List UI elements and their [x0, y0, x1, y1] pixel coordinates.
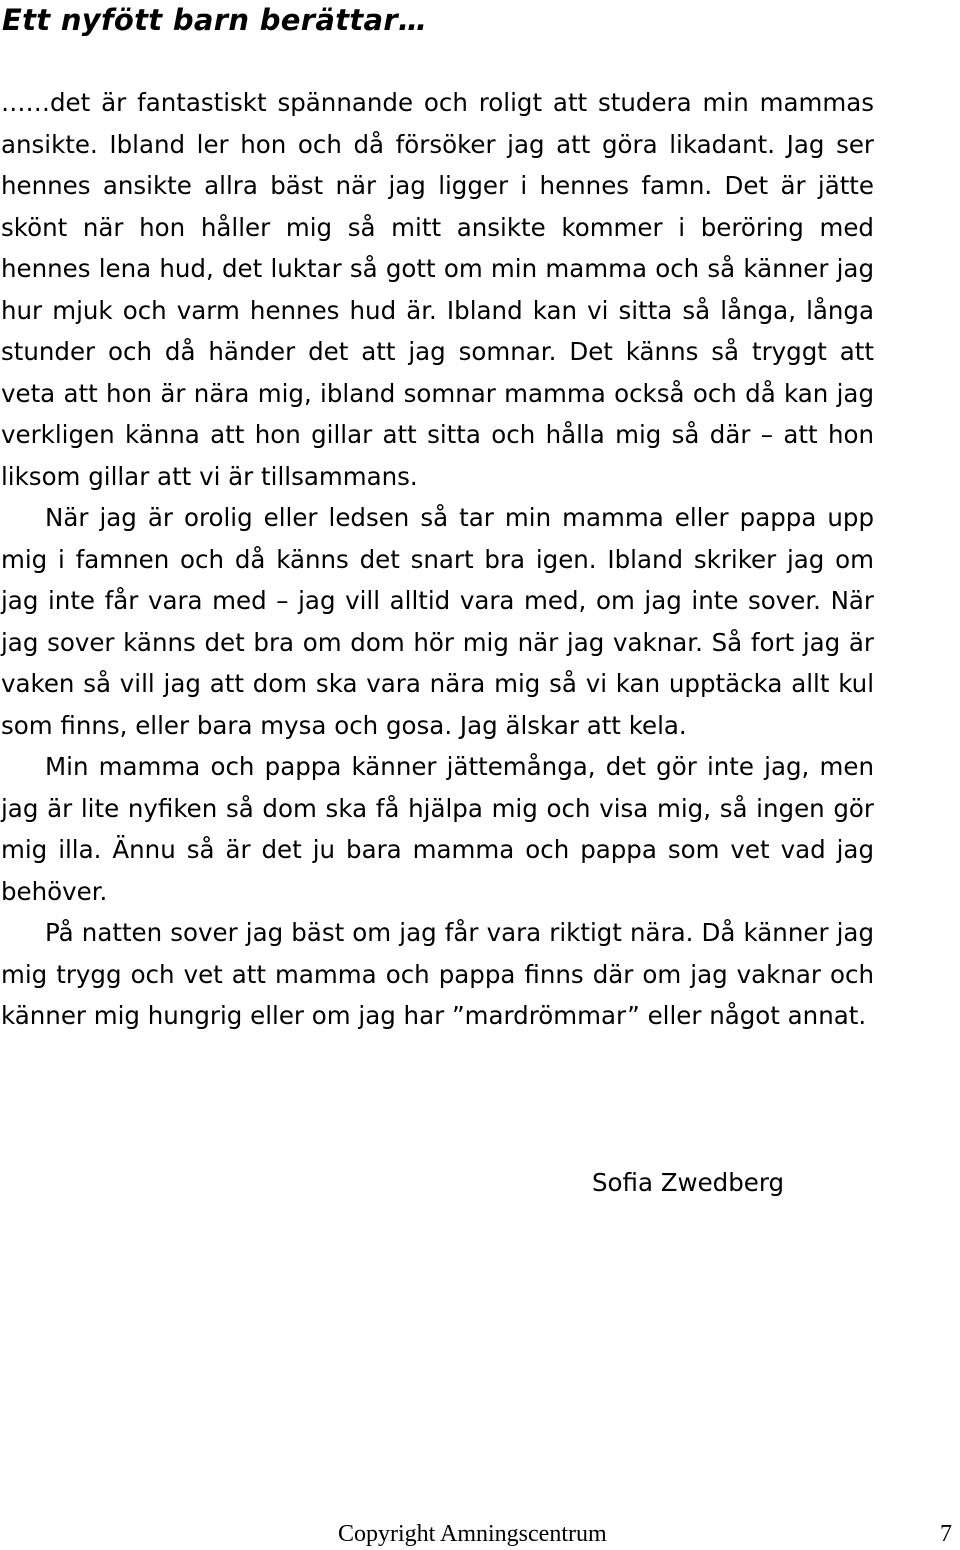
paragraph-3: Min mamma och pappa känner jättemånga, det gör inte jag, men jag är lite nyfiken så dom ska få hjälpa mig och visa mig, så ingen gör mig illa. Ännu så är det ju bara mamma och pappa som vet vad jag behöver.: [1, 752, 874, 906]
paragraph-1: ……det är fantastiskt spännande och roligt att studera min mammas ansikte. Ibland ler hon och då försöker jag att göra likadant. Jag ser hennes ansikte allra bäst när jag ligger i hennes famn. Det är jätte skönt när hon håller mig så mitt ansikte kommer i beröring med hennes lena hud, det luktar så gott om min mamma och så känner jag hur mjuk och varm hennes hud är. Ibland kan vi sitta så långa, långa stunder och då händer det att jag somnar. Det känns så tryggt att veta att hon är nära mig, ibland somnar mamma också och då kan jag verkligen känna att hon gillar att sitta och hålla mig så där – att hon liksom gillar att vi är tillsammans.: [1, 88, 874, 491]
paragraph-4: På natten sover jag bäst om jag får vara riktigt nära. Då känner jag mig trygg och vet att mamma och pappa finns där om jag vaknar och känner mig hungrig eller om jag har ”mardrömmar” eller något annat.: [1, 918, 874, 1030]
page-title: Ett nyfött barn berättar…: [2, 3, 428, 37]
author-signature: Sofia Zwedberg: [592, 1168, 785, 1197]
footer-copyright: Copyright Amningscentrum: [338, 1521, 607, 1547]
paragraph-2: När jag är orolig eller ledsen så tar min mamma eller pappa upp mig i famnen och då känns det snart bra igen. Ibland skriker jag om jag inte får vara med – jag vill alltid vara med, om jag inte sover. När jag sover känns det bra om dom hör mig när jag vaknar. Så fort jag är vaken så vill jag att dom ska vara nära mig så vi kan upptäcka allt kul som finns, eller bara mysa och gosa. Jag älskar att kela.: [1, 503, 874, 740]
article-body: [1, 82, 874, 1037]
page-number: 7: [940, 1521, 952, 1547]
